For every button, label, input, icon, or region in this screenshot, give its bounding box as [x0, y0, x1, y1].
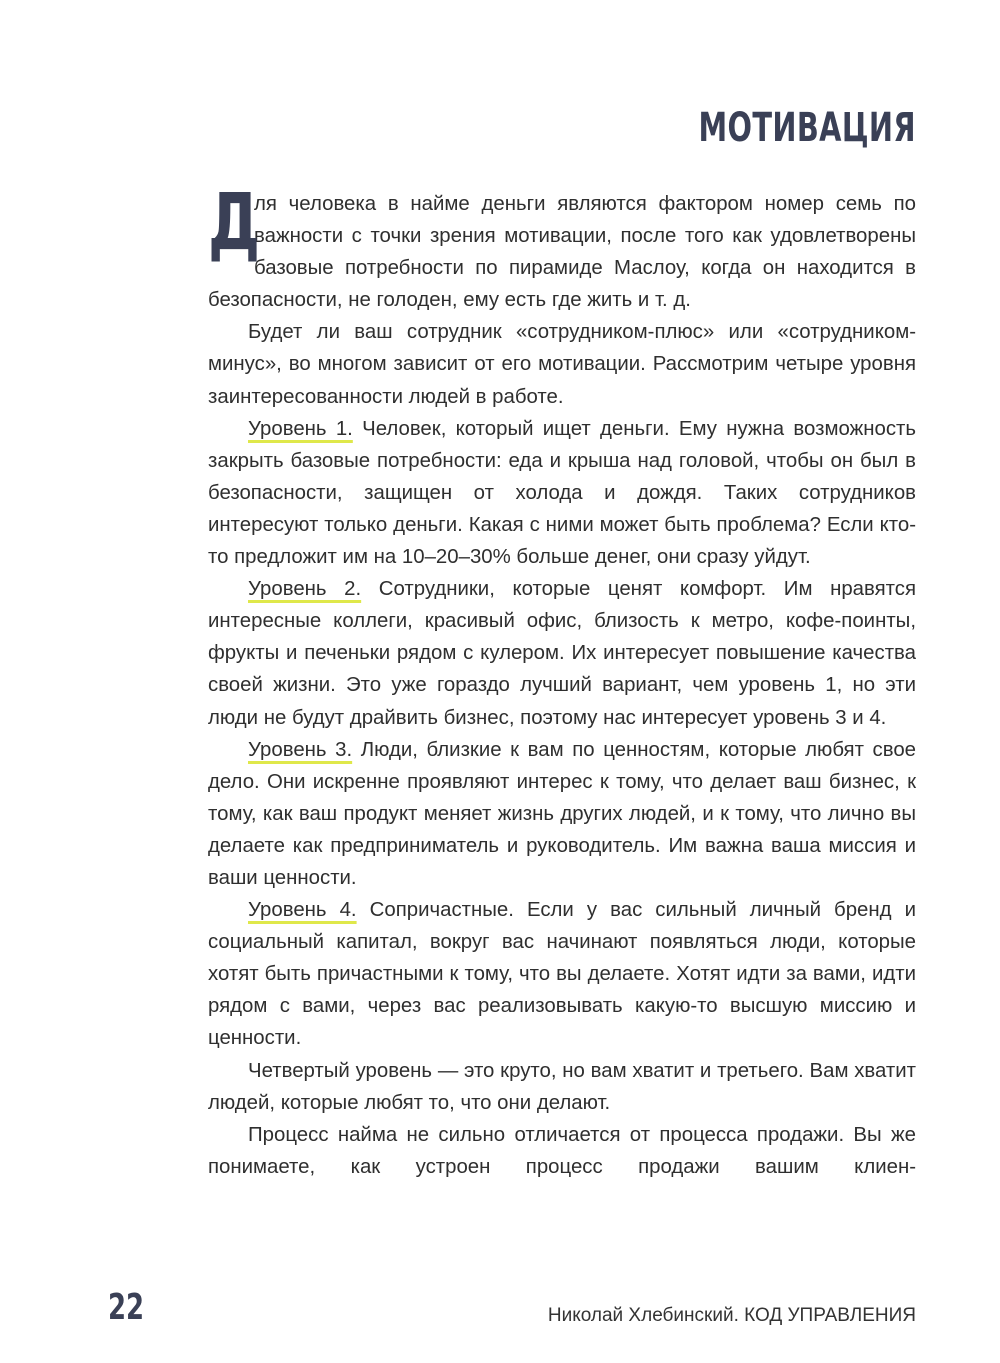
paragraph-text: Сотрудники, которые ценят комфорт. Им нравятся интересные коллеги, красивый офис, близость к метро, кофе-поинты, фрукты и печеньки рядом с кулером. Их интересует повышение качества своей жизни. Это уже гораздо лучший вариант, чем уровень 1, но эти люди не будут драйвить бизнес, поэтому нас интересует уровень 3 и 4.: [208, 578, 916, 729]
paragraph-level-1: [208, 413, 916, 573]
running-footer-title: Николай Хлебинский. КОД УПРАВЛЕНИЯ: [547, 1305, 916, 1326]
level-label: Уровень 1.: [248, 417, 353, 440]
paragraph-text: Люди, близкие к вам по ценностям, которые любят свое дело. Они искренне проявляют интерес к тому, что делает ваш бизнес, к тому, как ваш продукт меняет жизнь других людей, и к тому, что лично вы делаете как предприниматель и руководитель. Им важна ваша миссия и ваши ценности.: [208, 738, 916, 889]
paragraph-text: Четвертый уровень — это круто, но вам хватит и третьего. Вам хватит людей, которые любят то, что они делают.: [208, 1059, 916, 1114]
paragraph-hiring-process: [208, 1119, 916, 1183]
paragraph-fourth-level: [208, 1055, 916, 1119]
level-label: Уровень 3.: [248, 738, 353, 761]
paragraph-text: Будет ли ваш сотрудник «сотрудником-плюс» или «сотрудником-минус», во многом зависит от его мотивации. Рассмотрим четыре уровня заинтересованности людей в работе.: [208, 321, 916, 408]
paragraph-text: Сопричастные. Если у вас сильный личный бренд и социальный капитал, вокруг вас начинают появляться люди, которые хотят быть причастными к тому, что вы делаете. Хотят идти за вами, идти рядом с вами, через вас реализовывать какую-то высшую миссию и ценности.: [208, 899, 916, 1050]
level-label: Уровень 4.: [248, 899, 357, 922]
paragraph-text: ля человека в найме деньги являются фактором номер семь по важности с точки зрения мотивации, после того как удовлетворены базовые потребности по пирамиде Маслоу, когда он находится в безопасности, не голоден, ему есть где жить и т. д.: [208, 193, 916, 312]
paragraph-text: Человек, который ищет деньги. Ему нужна возможность закрыть базовые потребности: еда и крыша над головой, чтобы он был в безопасности, защищен от холода и дождя. Таких сотрудников интересуют только деньги. Какая с ними может быть проблема? Если кто-то предложит им на 10–20–30% больше денег, они сразу уйдут.: [208, 417, 916, 569]
paragraph-level-2: [208, 573, 916, 733]
chapter-heading: МОТИВАЦИЯ: [698, 105, 916, 151]
level-label: Уровень 2.: [248, 578, 362, 601]
body-text: [208, 178, 916, 1183]
paragraph-intro: [208, 178, 916, 316]
page-number: 22: [108, 1287, 145, 1328]
paragraph-level-4: [208, 894, 916, 1054]
paragraph-text: Процесс найма не сильно отличается от процесса продажи. Вы же понимаете, как устроен процесс продажи вашим клиен-: [208, 1123, 916, 1178]
paragraph-level-3: [208, 734, 916, 894]
paragraph-employee-types: [208, 316, 916, 412]
drop-cap: Д: [208, 178, 261, 268]
